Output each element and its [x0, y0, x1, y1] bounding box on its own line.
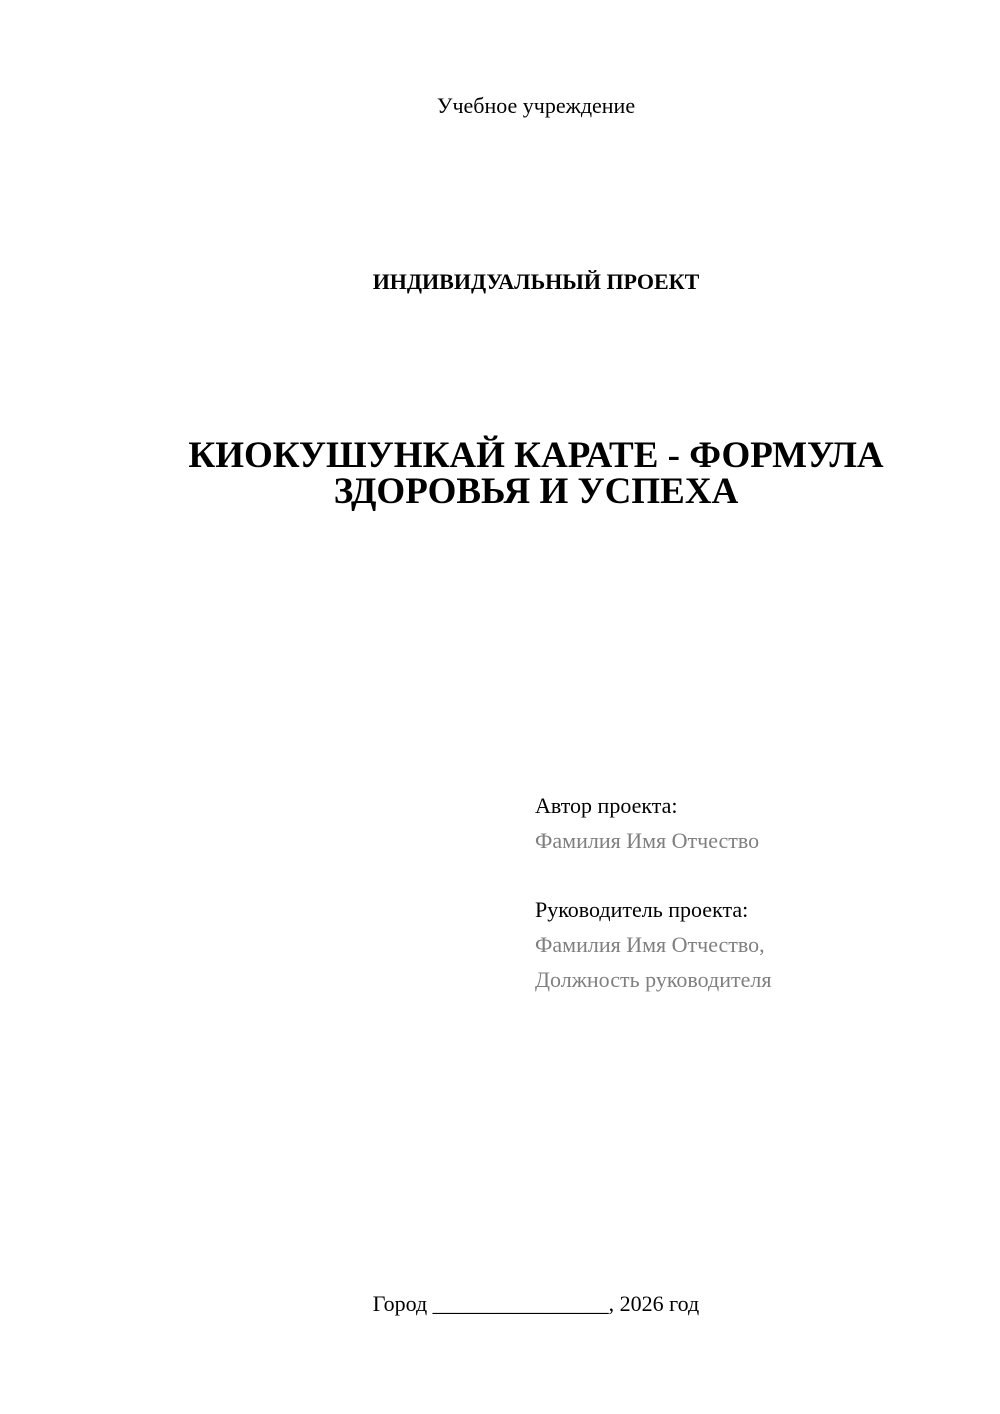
author-label: Автор проекта:: [535, 793, 678, 818]
city-year-footer: Город ________________, 2026 год: [372, 1291, 700, 1316]
supervisor-name: Фамилия Имя Отчество,: [535, 932, 765, 957]
project-type-heading: ИНДИВИДУАЛЬНЫЙ ПРОЕКТ: [372, 269, 700, 294]
project-title: [0, 435, 1000, 512]
project-title-line-2: ЗДОРОВЬЯ И УСПЕХА: [333, 471, 739, 512]
institution-name: Учебное учреждение: [436, 93, 636, 118]
author-name: Фамилия Имя Отчество: [535, 828, 760, 853]
project-info-block: [535, 788, 771, 997]
project-title-line-1: КИОКУШУНКАЙ КАРАТЕ - ФОРМУЛА: [188, 435, 884, 476]
supervisor-label: Руководитель проекта:: [535, 897, 749, 922]
info-spacer: [535, 858, 771, 892]
supervisor-position: Должность руководителя: [535, 967, 772, 992]
